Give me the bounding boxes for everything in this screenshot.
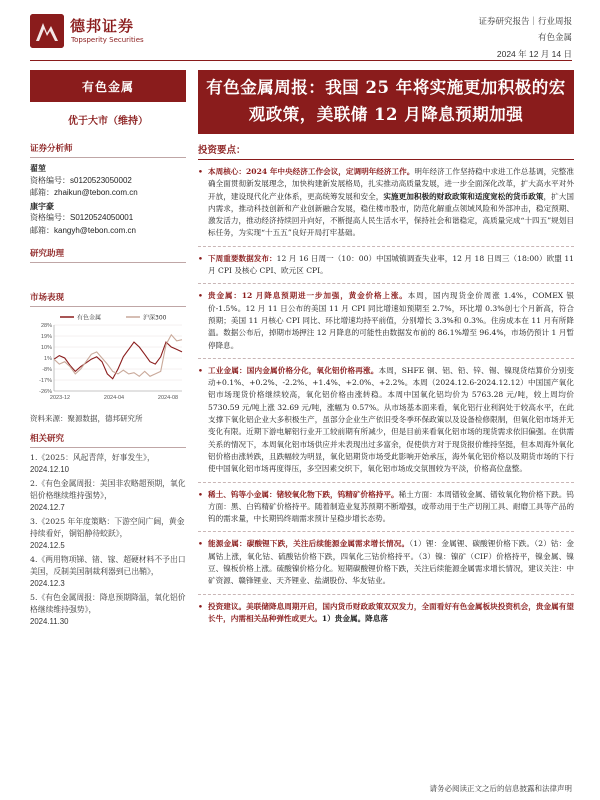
report-title: 有色金属周报：我国 25 年将实施更加积极的宏观政策，美联储 12 月降息预期加强 bbox=[198, 70, 574, 134]
sidebar bbox=[30, 70, 186, 630]
related-date: 2024.12.7 bbox=[30, 503, 65, 512]
related-title: 4.《两用物项锑、锗、镓、超硬材料不予出口美国，反制美国制裁利器到已出鞘》， bbox=[30, 555, 186, 576]
analyst-cert: 资格编号：S0120524050001 bbox=[30, 213, 134, 222]
paragraph-body: 本周，SHFE 铜、铝、铅、锌、锡、镍现货结算价分别变动+0.1%、+0.2%、-2.2%、+1.4%、+2.0%、+2.2%。本周（2024.12.6-2024.12.12）中国国产氧化铝市场现货价格继续较高，氧化铝价格由涨转稳。本周中国氧化铝均价为 5763.28 元/吨，较上周均价 5730.59 元/吨上涨 32.69 元/吨，涨幅为 0.57%。从市场基本面来看，氧化铝行业利润处于较高水平，在此支撑下氧化铝企业大多积极生产，虽部分企业生产依旧受冬季环保政策以及设备检修限制，但氧化铝市场并无变化有限。近期下游电解铝行业开工较前期有所减少，但是目前来看氧化铝市场的现货需求依旧偏强。在供需关系的情况下，本周氧化铝市场供应并未表现出过多富余，促使供方对于现货报价维持坚挺，但本周海外氧化铝价格由涨转跌，且跌幅较为明显，氧化铝期货市场受此影响开始承压，海外氧化铝价格以及期货市场的下行使中国氧化铝市场再度得压，多空因素交织下，氧化铝市场成交氛围较为平淡，价格高位盘整。 bbox=[208, 365, 574, 474]
analyst-email[interactable]: 邮箱：zhaikun@tebon.com.cn bbox=[30, 188, 138, 197]
paragraph-industrial-metals bbox=[198, 359, 574, 483]
related-date: 2024.12.10 bbox=[30, 465, 70, 474]
paragraph-lead: 能源金属：碳酸锂下跌，关注后续能源金属需求增长情况。 bbox=[208, 539, 410, 549]
paragraph-lead: 工业金属：国内金属价格分化，氧化铝价格再涨。 bbox=[208, 365, 379, 375]
related-title: 3.《2025 年年度策略：下游空间广阔，黄金持续看好，铜铝静待蛟跃》， bbox=[30, 517, 185, 538]
paragraph-energy-metals bbox=[198, 532, 574, 594]
report-meta bbox=[478, 14, 572, 62]
disclaimer-footer: 请务必阅读正文之后的信息披露和法律声明 bbox=[429, 784, 572, 793]
related-title: 5.《有色金属周报：降息预期降温，氧化铝价格继续维持强势》， bbox=[30, 593, 186, 614]
bullet-icon: • bbox=[198, 601, 203, 611]
paragraph-investment-advice bbox=[198, 595, 574, 632]
related-title: 2.《有色金属周报：美国非农略超预期，氧化铝价格继续维持强势》， bbox=[30, 479, 186, 500]
assistant-section-title: 研究助理 bbox=[30, 247, 186, 263]
chart-source: 资料来源：聚源数据，德邦研究所 bbox=[30, 414, 143, 423]
paragraph-lead: 贵金属：12 月降息预期进一步加强，黄金价格上涨。 bbox=[208, 291, 408, 301]
related-item[interactable] bbox=[30, 554, 186, 590]
paragraph-body: 本周，国内现货金价周涨 1.4%，COMEX 银价-1.5%。12 月 11 日公布的美国 11 月 CPI 同比增速如预期至 2.7%，环比增 0.3%创七个月新高，符合预期；美国 11 月核心 CPI 同比、环比增速均持平前值，分别增长 3.3%和 0.3%。住房成本在 11 月有所降温。数据公布后，掉期市场押注 12 月降息的可能性由数据发布前的 86.1%增至 96.4%，市场仍预计 1 月暂停降息。 bbox=[208, 291, 574, 350]
y-tick-label: -8% bbox=[42, 367, 52, 373]
analyst-cert: 资格编号：s0120523050002 bbox=[30, 175, 132, 185]
bullet-icon: • bbox=[198, 253, 203, 263]
analyst-name: 翟堃 bbox=[30, 163, 46, 173]
related-item[interactable] bbox=[30, 592, 186, 628]
paragraph-highlight: 实施更加积极的财政政策和适度宽松的货币政策 bbox=[383, 191, 544, 201]
paragraph-body: 明年经济工作坚持稳中求进工作总基调，完整准确全面贯彻新发展理念，加快构建新发展格局，扎实推动高质量发展，进一步全面深化改革，扩大高水平对外开放，建设现代化产业体系，更高统筹发展和安全， bbox=[208, 167, 575, 201]
main-content bbox=[198, 70, 574, 631]
category-banner: 有色金属 bbox=[30, 70, 186, 102]
bullet-icon: • bbox=[198, 167, 203, 176]
report-type: 证券研究报告｜行业周报 bbox=[478, 17, 572, 27]
x-tick-label: 2024-04 bbox=[103, 395, 125, 401]
bullet-icon: • bbox=[198, 365, 203, 375]
logo-english-name: Topsperity Securities bbox=[71, 36, 144, 44]
report-industry: 有色金属 bbox=[537, 33, 572, 43]
paragraph-core bbox=[198, 160, 574, 247]
y-tick-label: 1% bbox=[44, 356, 52, 362]
paragraph-body: 12 月 16 日周一（10：00）中国城镇调查失业率，12 月 18 日周三（18:00）欧盟 11 月 CPI 及核心 CPI、欧元区 CPI。 bbox=[208, 253, 575, 276]
y-tick-label: -17% bbox=[39, 378, 52, 384]
paragraph-lead: 下周重要数据发布： bbox=[208, 253, 277, 263]
related-item[interactable] bbox=[30, 516, 186, 552]
related-item[interactable] bbox=[30, 478, 186, 514]
related-section-title: 相关研究 bbox=[30, 432, 186, 448]
paragraph-tail: ，扩大国内需求，推动科技创新和产业创新融合发展，稳住楼市股市，防范化解重点领域风险和外部冲击，稳定预期、激发活力，推动经济持续回升向好，不断提高人民生活水平，保持社会和谐稳定，高质量完成“十四五”规划目标任务，为实现“十五五”良好开局打牢基础。 bbox=[208, 191, 575, 238]
paragraph-body: 1）贵金属。降息落 bbox=[321, 613, 388, 623]
legend-label: 有色金属 bbox=[77, 314, 102, 322]
company-logo bbox=[30, 12, 160, 52]
logo-mark-icon bbox=[30, 14, 64, 48]
paragraph-lead: 稀土、钨等小金属：锗较氧化物下跌，钨精矿价格持平。 bbox=[208, 489, 399, 499]
analyst-entry bbox=[30, 200, 186, 238]
paragraph-data-release bbox=[198, 247, 574, 285]
header-divider bbox=[30, 60, 572, 61]
paragraph-body: 稀土方面：本周镨钕金属、镨钕氧化物价格下跌。钨方面：黑、白钨精矿价格持平。随着制造业复苏预期不断增强，或带动用于生产切削工具、耐磨工具等产品的钨的需求量，中长期钨终端需求预计呈稳步增长态势。 bbox=[208, 489, 574, 524]
y-tick-label: 19% bbox=[40, 334, 52, 340]
bullet-icon: • bbox=[198, 539, 203, 549]
related-title: 1.《2025：风起青萍，好事发生》， bbox=[30, 453, 155, 462]
bullet-icon: • bbox=[198, 489, 203, 499]
paragraph-minor-metals bbox=[198, 483, 574, 533]
logo-name: 德邦证券 bbox=[70, 17, 135, 35]
paragraph-lead: 投资建议。美联储降息周期开启，国内货币财政政策双双发力，全面看好有色金属板块投资机会，贵金属有望长牛，内需相关品种弹性或更大。 bbox=[208, 601, 574, 623]
analyst-name: 康宇豪 bbox=[30, 200, 54, 211]
y-tick-label: 28% bbox=[40, 323, 52, 329]
related-research-list bbox=[30, 452, 186, 628]
bullet-icon: • bbox=[198, 291, 203, 301]
legend-label: 沪深300 bbox=[143, 314, 167, 322]
report-date: 2024 年 12 月 14 日 bbox=[496, 49, 572, 59]
paragraph-body: （1）锂：金属锂、碳酸锂价格下跌。（2）钴：金属钴上涨，氧化钴、硫酸钴价格下跌，四氧化三钴价格持平。（3）镍：镍矿（CIF）价格持平，镍金属、镍豆、镍板价格上涨。硫酸镍价格分化。短期碳酸锂价格下跌，关注后续能源金属需求增长情况，建议关注：中矿资源、赣锋锂业、天齐锂业、盐湖股份、华友钴业。 bbox=[208, 539, 575, 586]
related-date: 2024.12.3 bbox=[30, 579, 65, 588]
analyst-section-title: 证券分析师 bbox=[30, 142, 186, 158]
key-points-heading: 投资要点： bbox=[198, 142, 574, 160]
assistant-spacer bbox=[30, 263, 186, 283]
x-tick-label: 2024-08 bbox=[157, 395, 179, 401]
related-item[interactable] bbox=[30, 452, 186, 476]
y-tick-label: 10% bbox=[40, 345, 52, 351]
y-tick-label: -26% bbox=[39, 389, 52, 395]
paragraph-lead: 本周核心：2024 年中央经济工作会议，定调明年经济工作。 bbox=[208, 167, 415, 176]
rating-label: 优于大市（维持） bbox=[68, 116, 148, 127]
market-performance-chart bbox=[30, 311, 186, 407]
paragraph-precious-metals bbox=[198, 284, 574, 358]
market-section-title: 市场表现 bbox=[30, 291, 186, 307]
x-tick-label: 2023-12 bbox=[49, 395, 71, 401]
related-date: 2024.11.30 bbox=[30, 617, 69, 626]
analyst-entry bbox=[30, 162, 186, 200]
analyst-email[interactable]: 邮箱：kangyh@tebon.com.cn bbox=[30, 225, 136, 235]
related-date: 2024.12.5 bbox=[30, 541, 65, 550]
